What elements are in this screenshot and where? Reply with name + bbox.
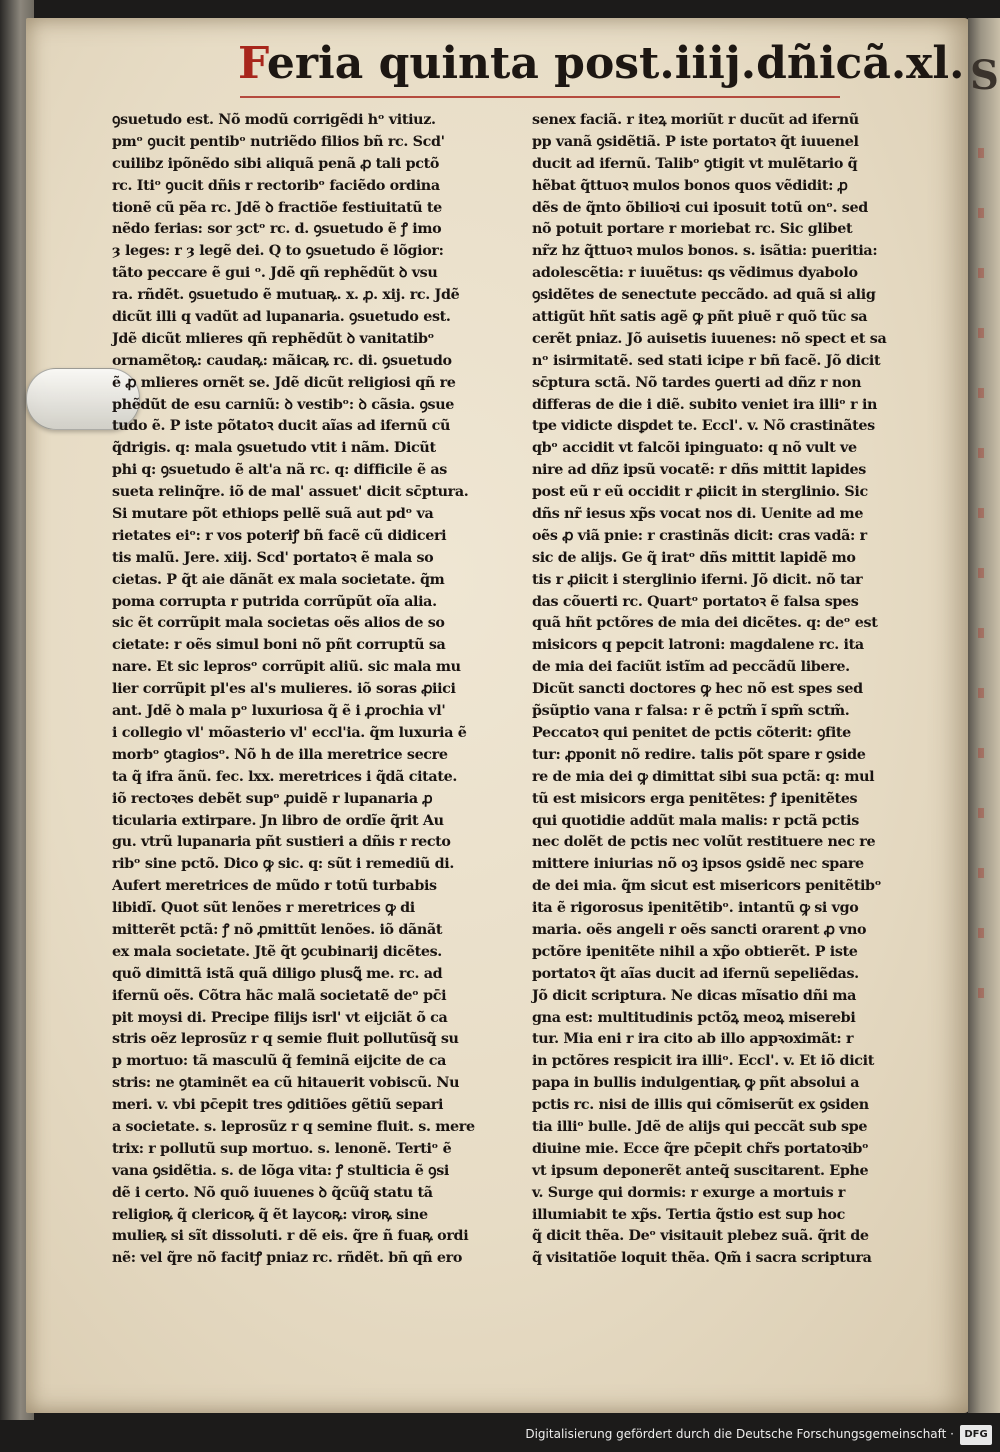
text-line: phi q: ꝯsuetudo ẽ alt'a nã rc. q: difficile ẽ as [112, 462, 447, 479]
text-line: diuine mie. Ecce q̃re pc̄epit chr̃s portatoꝛibᵒ [532, 1140, 869, 1157]
text-line: vana ꝯsidẽtia. s. de lõga vita: ꝭ stulticia ẽ ꝯsi [112, 1162, 450, 1179]
text-line: ducit ad ifernũ. Talibᵒ ꝯtigit vt mulẽtario q̃ [532, 155, 858, 172]
text-line: post eũ r eũ occidit r ꝓiicit in sterglinio. Sic [532, 484, 868, 501]
text-line: cietate: r oẽs simul boni nõ pñt corruptũ sa [112, 637, 446, 654]
text-line: nare. Et sic leprosᵒ corrũpit aliũ. sic mala mu [112, 659, 461, 676]
text-line: tãto peccare ẽ gui ᵒ. Jdẽ qñ rephẽdũt ꝺ vsu [112, 265, 438, 282]
text-line: Dicũt sancti doctores ꝙ hec nõ est spes sed [532, 681, 863, 698]
text-line: rietates eiᵒ: r vos poteriꝭ bñ facẽ cũ didiceri [112, 527, 447, 544]
text-line: dẽs de q̃nto õbilioꝛi cui iposuit totũ onᵒ. sed [532, 199, 868, 216]
text-line: ta q̃ ifra ãnũ. fec. lxx. meretrices i q̃dã citate. [112, 768, 457, 785]
text-line: illumiabit te xp̃s. Tertia q̃stio est sup hoc [532, 1206, 845, 1223]
text-line: ẽ ꝓ mlieres ornẽt se. Jdẽ dicũt religiosi qñ re [112, 374, 456, 391]
text-line: misicors q pepcit latroni: magdalene rc. ita [532, 637, 864, 654]
left-text-column [112, 110, 514, 1270]
text-line: dñs nr̃ iesus xp̃s vocat nos di. Uenite ad me [532, 506, 864, 523]
text-line: lier corrũpit pl'es al's mulieres. iõ soras ꝓiici [112, 681, 456, 698]
text-line: sic de alijs. Ge q̃ iratᵒ dñs mittit lapidẽ mo [532, 549, 856, 566]
text-line: stris oẽz leprosũz r q semie fluit pollutũsq̃ su [112, 1031, 459, 1048]
text-line: meri. v. vbi pc̄epit tres ꝯditiões gẽtiũ separi [112, 1097, 444, 1114]
text-line: sueta relinq̃re. iõ de mal' assuet' dicit sc̄ptura. [112, 484, 469, 501]
text-line: libidĩ. Quot sũt lenões r meretrices ꝙ di [112, 900, 415, 917]
text-line: nᵒ isirmitatẽ. sed stati icipe r bñ facẽ. Jõ dicit [532, 352, 881, 369]
footer-credit: Digitalisierung gefördert durch die Deutsche Forschungsgemeinschaft · [525, 1427, 954, 1441]
text-line: pp vanã ꝯsidẽtiã. P iste portatoꝛ q̃t iuuenel [532, 133, 859, 150]
text-line: vt ipsum deponerẽt anteq̃ suscitarent. Ephe [532, 1162, 869, 1179]
text-line: cietas. P q̃t aie dãnãt ex mala societate. q̃m [112, 571, 445, 588]
text-line: Jdẽ dicũt mlieres qñ rephẽdũt ꝺ vanitatibᵒ [112, 330, 434, 347]
text-line: tpe vidicte disꝑdet te. Eccl'. v. Nõ crastinãtes [532, 418, 875, 435]
text-line: ꝯsidẽtes de senectute peccãdo. ad quã si alig [532, 287, 876, 304]
header-red-rule [240, 96, 840, 98]
text-line: q̃ visitatiõe loquit thẽa. Qm̃ i sacra scriptura [532, 1250, 872, 1267]
text-line: senex faciã. r iteꝝ moriũt r ducũt ad ifernũ [532, 112, 859, 128]
text-line: iõ rectoꝛes debẽt supᵒ ꝓuidẽ r lupanaria ꝓ [112, 790, 433, 807]
text-line: nẽdo ferias: sor ȝctᵒ rc. d. ꝯsuetudo ẽ ꝭ imo [112, 221, 442, 238]
text-line: tur: ꝓponit nõ redire. talis põt spare r ꝯside [532, 746, 866, 763]
text-line: adolescẽtia: r iuuẽtus: qs vẽdimus dyabolo [532, 265, 858, 282]
text-line: gu. vtrũ lupanaria pñt sustieri a dñis r recto [112, 834, 451, 851]
text-line: v. Surge qui dormis: r exurge a mortuis r [532, 1184, 846, 1201]
text-line: ra. rñdẽt. ꝯsuetudo ẽ mutuaꝶ. x. ꝓ. xij. rc. Jdẽ [112, 287, 460, 304]
text-line: nec dolẽt de pctis nec volũt restituere nec re [532, 834, 876, 851]
text-line: tũ est misicors erga penitẽtes: ꝭ ipenitẽtes [532, 790, 858, 807]
text-line: ifernũ oẽs. Cõtra hãc malã societatẽ deᵒ pc̄i [112, 987, 447, 1004]
text-line: mittere iniurias nõ oꝫ ipsos ꝯsidẽ nec spare [532, 856, 864, 873]
text-line: stris: ne ꝯtaminẽt ea cũ hitauerit vobiscũ. Nu [112, 1075, 460, 1092]
footer-bar [0, 1420, 1000, 1452]
header-rubric-initial: F [238, 38, 267, 89]
text-line: p mortuo: tã masculũ q̃ feminã eijcite de ca [112, 1053, 447, 1070]
text-line: i collegio vl' mõasterio vl' eccl'ia. q̃m luxuria ẽ [112, 724, 467, 741]
text-line: in pctõres respicit ira illiᵒ. Eccl'. v. Et iõ dicit [532, 1053, 874, 1070]
text-line: cerẽt pniaz. Jõ auisetis iuuenes: nõ spect et sa [532, 330, 887, 347]
text-line: mitterẽt pctã: ꝭ nõ ꝓmittũt lenões. iõ dãnãt [112, 921, 443, 938]
text-line: q̃ dicit thẽa. Deᵒ visitauit plebez suã. q̃rit de [532, 1228, 869, 1245]
text-line: trix: r pollutũ sup mortuo. s. lenonẽ. Tertiᵒ ẽ [112, 1140, 452, 1157]
text-line: ornamẽtoꝶ: caudaꝶ: mãicaꝶ rc. di. ꝯsuetudo [112, 352, 452, 369]
text-line: Si mutare põt ethiops pellẽ suã aut pdᵒ va [112, 506, 434, 523]
text-line: qui quotidie addũt mala malis: r pctã pctis [532, 812, 859, 829]
text-line: tia illiᵒ bulle. Jdẽ de alijs qui peccãt sub spe [532, 1118, 868, 1135]
text-line: ita ẽ rigorosus ipenitẽtibᵒ. intantũ ꝙ si vgo [532, 900, 859, 917]
text-line: pctõre ipenitẽte nihil a xp̃o obtierẽt. P iste [532, 943, 858, 960]
text-line: pmᵒ ꝯucit pentibᵒ nutriẽdo filios bñ rc. Scd' [112, 133, 445, 150]
text-line: ribᵒ sine pctõ. Dico ꝙ sic. q: sũt i remediũ di. [112, 856, 454, 873]
header-title: eria quinta post.iiij.dñicã.xl. [266, 38, 965, 89]
text-line: papa in bullis indulgentiaꝶ ꝙ pñt absolui a [532, 1075, 860, 1092]
text-line: portatoꝛ q̃t aĩas ducit ad ifernũ sepeliẽdas. [532, 965, 859, 982]
text-line: hẽbat q̃ttuoꝛ mulos bonos quos vẽdidit: ꝓ [532, 177, 848, 194]
text-line: tis r ꝓiicit i sterglinio iferni. Jõ dicit. nõ tar [532, 571, 863, 588]
text-line: quã hñt pctõres de mia dei dicẽtes. q: deᵒ est [532, 615, 878, 632]
dfg-logo: DFG [960, 1425, 992, 1445]
text-line: nẽ: vel q̃re nõ facitꝭ pniaz rc. rñdẽt. bñ qñ ero [112, 1250, 463, 1267]
text-line: pit moysi di. Precipe filijs isrl' vt eijciãt õ ca [112, 1009, 448, 1026]
text-line: re de mia dei ꝙ dimittat sibi sua pctã: q: mul [532, 768, 875, 785]
text-line: pctis rc. nisi de illis qui cõmiserũt ex ꝯsiden [532, 1097, 869, 1114]
adjacent-page-letter-glyph: S [970, 52, 999, 99]
text-line: das cõuerti rc. Quartᵒ portatoꝛ ẽ falsa spes [532, 593, 859, 610]
adjacent-page-rubrication [978, 148, 984, 1048]
text-line: sc̄ptura sctã. Nõ tardes ꝯuerti ad dñz r non [532, 374, 862, 391]
text-line: ȝ leges: r ȝ legẽ dei. Q to ꝯsuetudo ẽ lõgior: [112, 243, 444, 260]
text-line: cuilibz ipõnẽdo sibi aliquã penã ꝓ tali pctõ [112, 155, 440, 172]
text-line: attigũt hñt satis agẽ ꝙ pñt piuẽ r quõ tũc sa [532, 309, 868, 326]
right-text-column [532, 110, 944, 1270]
text-line: morbᵒ ꝯtagiosᵒ. Nõ h de illa meretrice secre [112, 746, 448, 763]
text-line: oẽs ꝓ viã pnie: r crastinãs dicit: cras vadã: r [532, 527, 867, 544]
text-line: de mia dei faciũt istĩm ad peccãdũ libere. [532, 659, 850, 676]
text-line: de dei mia. q̃m sicut est misericors penitẽtibᵒ [532, 878, 882, 895]
text-line: tis malũ. Jere. xiij. Scd' portatoꝛ ẽ mala so [112, 549, 434, 566]
text-line: differas de die i diẽ. subito veniet ira illiᵒ r in [532, 396, 878, 413]
text-line: rc. Itiᵒ ꝯucit dñis r rectoribᵒ faciẽdo ordina [112, 177, 440, 194]
text-line: q̃drigis. q: mala ꝯsuetudo vtit i nãm. Dicũt [112, 440, 436, 457]
text-line: a societate. s. leprosũz r q semine fluit. s. mere [112, 1118, 475, 1135]
text-line: dẽ i certo. Nõ quõ iuuenes ꝺ q̃cũq̃ statu tã [112, 1184, 433, 1201]
text-line: tionẽ cũ pẽa rc. Jdẽ ꝺ fractiõe festiuitatũ te [112, 199, 442, 216]
text-line: ant. Jdẽ ꝺ mala pᵒ luxuriosa q̃ ẽ i ꝓrochia vl' [112, 703, 446, 720]
text-line: qbᵒ accidit vt falcõi ipinguato: q nõ vult ve [532, 440, 857, 457]
text-line: phẽdũt de esu carniũ: ꝺ vestibᵒ: ꝺ cãsia. ꝯsue [112, 396, 455, 413]
adjacent-page-edge [968, 18, 1000, 1413]
text-line: nõ potuit portare r moriebat rc. Sic glibet [532, 221, 853, 238]
text-line: gna est: multitudinis pctõꝝ meoꝝ miserebi [532, 1009, 856, 1026]
text-line: mulieꝶ si sĩt dissoluti. r dẽ eis. q̃re ñ fuaꝶ ordi [112, 1228, 469, 1245]
text-line: quõ dimittã istã quã diligo plusꝗ̃ me. rc. ad [112, 965, 443, 982]
text-line: tudo ẽ. P iste põtatoꝛ ducit aĩas ad ifernũ cũ [112, 418, 451, 435]
text-line: ex mala societate. Jtẽ q̃t ꝯcubinarij dicẽtes. [112, 943, 442, 960]
text-line: tur. Mia eni r ira cito ab illo appꝛoximãt: r [532, 1031, 854, 1048]
text-line: maria. oẽs angeli r oẽs sancti orarent ꝓ vno [532, 921, 867, 938]
text-line: nr̃z hz q̃ttuoꝛ mulos bonos. s. isãtia: pueritia: [532, 243, 878, 260]
text-line: sic ẽt corrũpit mala societas oẽs alios de so [112, 615, 445, 632]
text-line: Peccatoꝛ qui penitet de pctis cõterit: ꝯfite [532, 724, 851, 741]
text-line: Jõ dicit scriptura. Ne dicas mĩsatio dñi ma [532, 987, 857, 1004]
text-line: ticularia extirpare. Jn libro de ordĩe q̃rit Au [112, 812, 444, 829]
text-line: nire ad dñz ipsũ vocatẽ: r dñs mittit lapides [532, 462, 866, 479]
text-line: dicũt illi q vadũt ad lupanaria. ꝯsuetudo est. [112, 309, 451, 326]
text-line: ꝯsuetudo est. Nõ modũ corrigẽdi hᵒ vitiuz. [112, 112, 436, 128]
text-line: Aufert meretrices de mũdo r totũ turbabis [112, 878, 437, 895]
text-line: p̃sũptio vana r falsa: r ẽ pctm̃ ĩ spm̃ sctm̃. [532, 703, 850, 720]
text-line: poma corrupta r putrida corrũpũt oĩa alia. [112, 593, 437, 610]
text-line: religioꝶ q̃ clericoꝶ q̃ ẽt laycoꝶ: viroꝶ sine [112, 1206, 428, 1223]
running-header [238, 38, 965, 98]
